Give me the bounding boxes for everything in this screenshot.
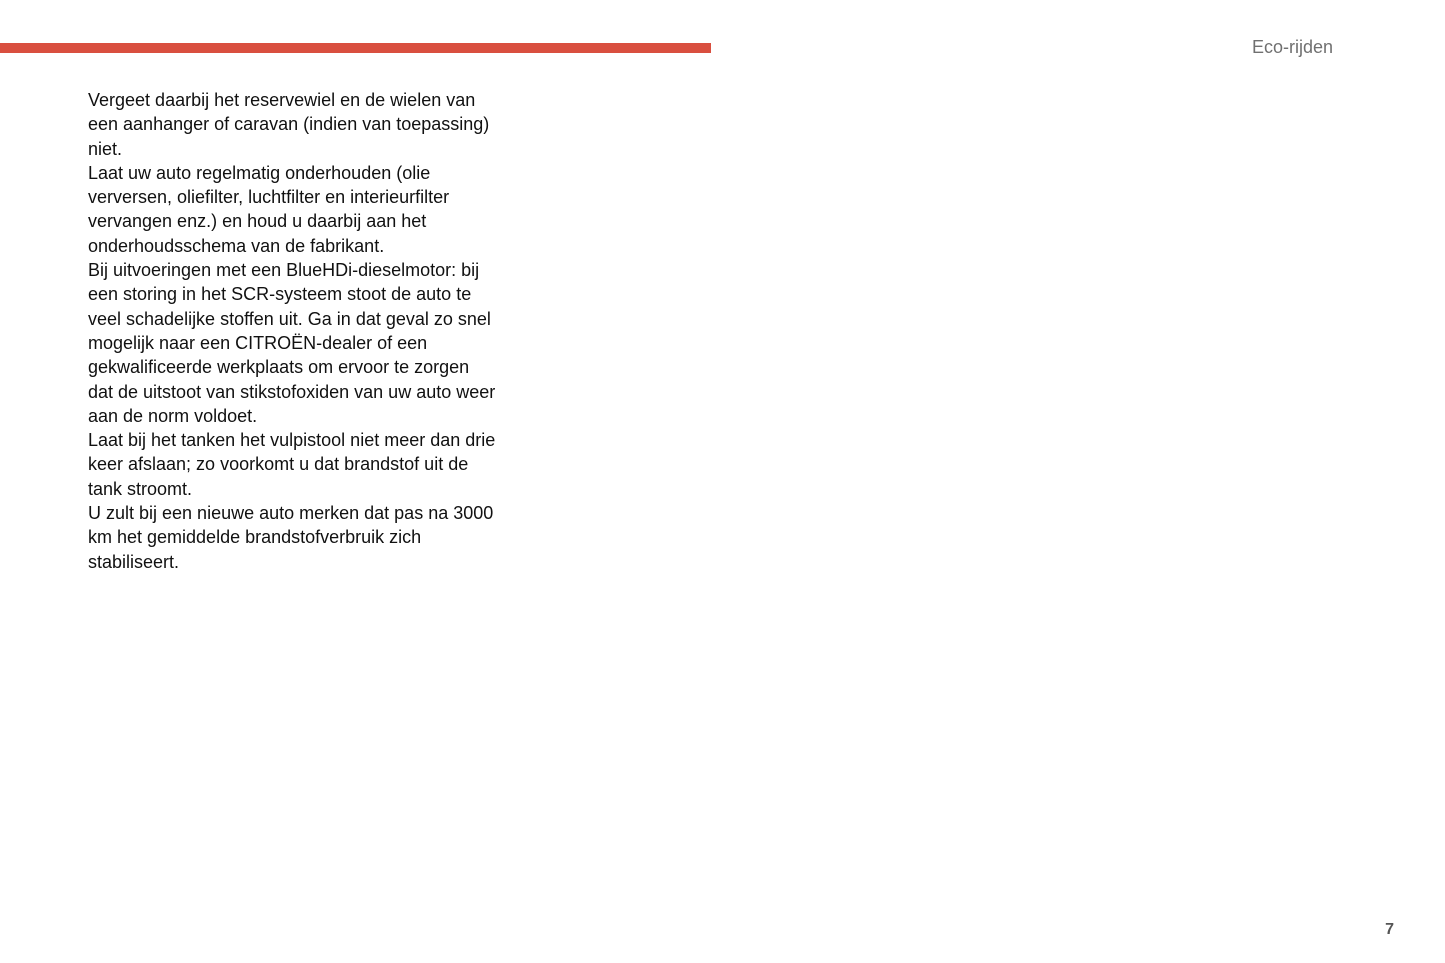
paragraph-bluehdi-scr: Bij uitvoeringen met een BlueHDi-dieselmotor: bij een storing in het SCR-systeem stoot de auto te veel schadelijke stoffen uit. Ga in dat geval zo snel mogelijk naar een CITROËN-dealer of een gekwalificeerde werkplaats om ervoor te zorgen dat de uitstoot van stikstofoxiden van uw auto weer aan de norm voldoet. <box>88 260 496 426</box>
page-number: 7 <box>1385 921 1394 938</box>
header-accent-bar <box>0 43 711 53</box>
body-text <box>88 88 498 574</box>
section-title: Eco-rijden <box>1251 37 1333 57</box>
paragraph-refueling: Laat bij het tanken het vulpistool niet meer dan drie keer afslaan; zo voorkomt u dat brandstof uit de tank stroomt. <box>88 430 496 499</box>
paragraph-spare-wheel: Vergeet daarbij het reservewiel en de wielen van een aanhanger of caravan (indien van toepassing) niet. <box>88 90 490 159</box>
paragraph-maintenance: Laat uw auto regelmatig onderhouden (olie verversen, oliefilter, luchtfilter en interieurfilter vervangen enz.) en houd u daarbij aan het onderhoudsschema van de fabrikant. <box>88 162 450 256</box>
paragraph-fuel-consumption: U zult bij een nieuwe auto merken dat pas na 3000 km het gemiddelde brandstofverbruik zich stabiliseert. <box>88 503 494 572</box>
